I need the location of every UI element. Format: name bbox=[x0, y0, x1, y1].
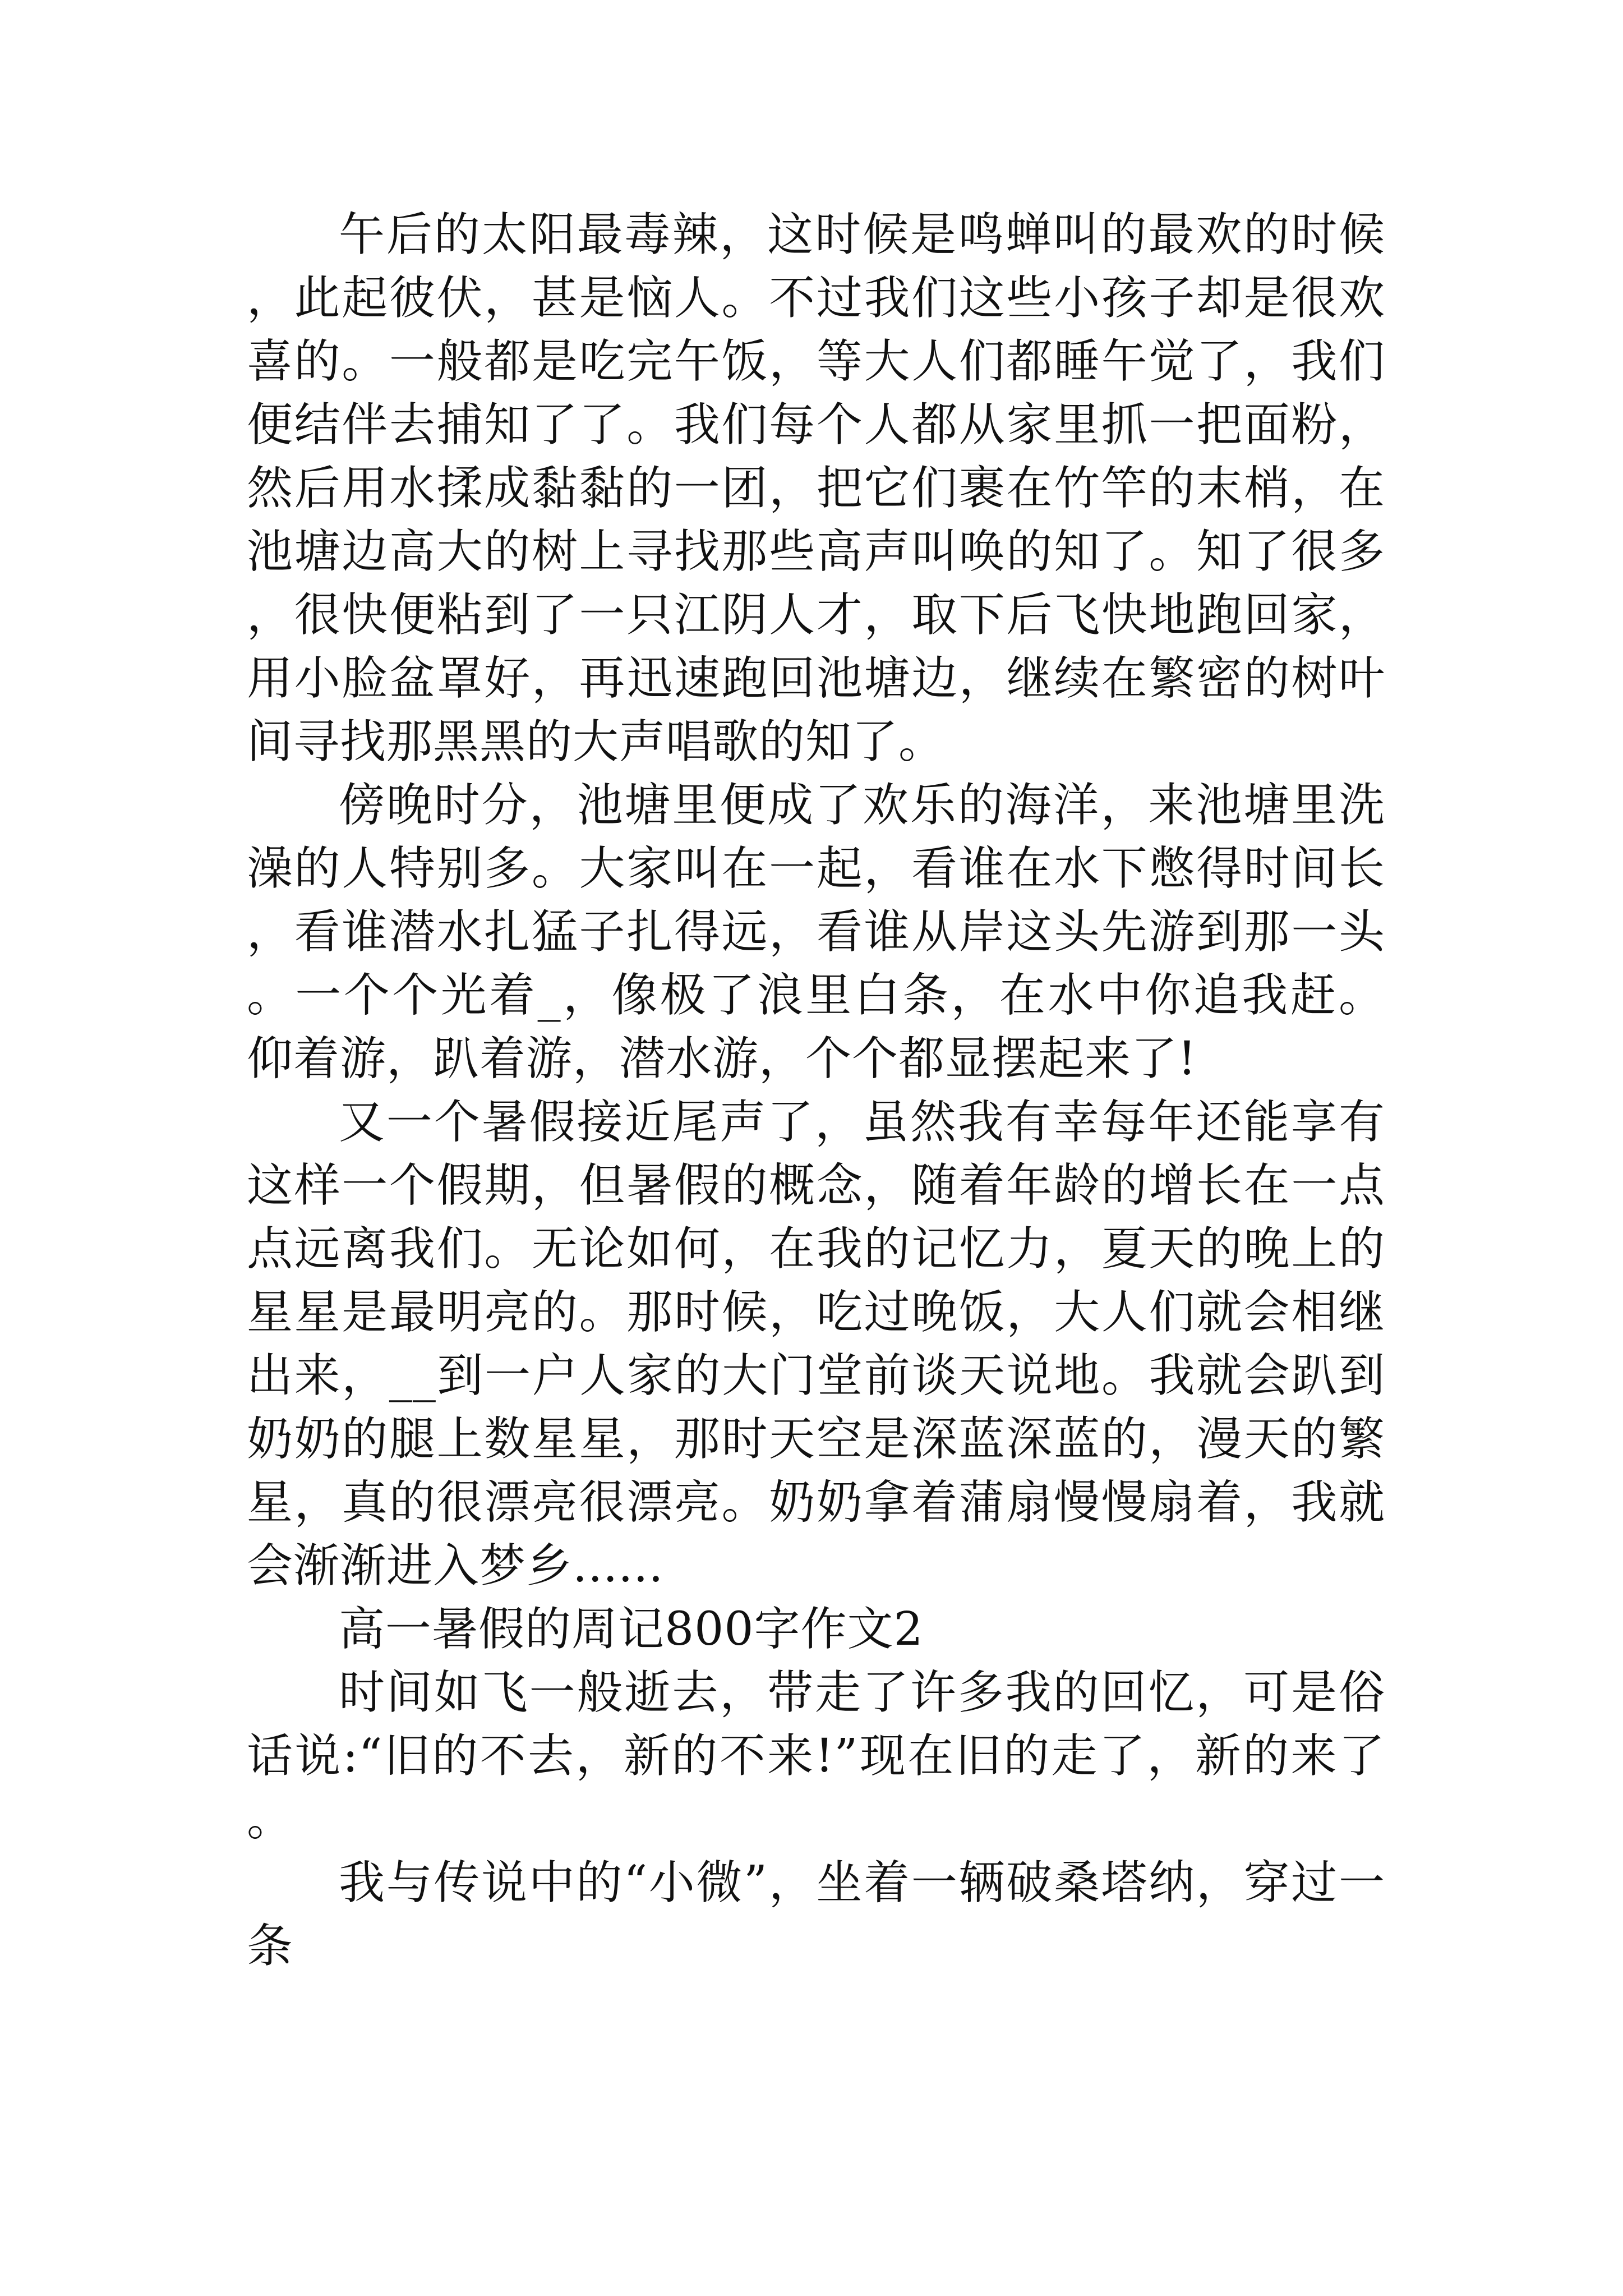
paragraph-pond: 傍晚时分，池塘里便成了欢乐的海洋，来池塘里洗澡的人特别多。大家叫在一起，看谁在水下憋得时间长，看谁潜水扎猛子扎得远，看谁从岸这头先游到那一头。一个个光着_，像极了浪里白条，在水中你追我赶。仰着游，趴着游，潜水游，个个都显摆起来了! bbox=[247, 779, 1385, 1085]
paragraph-time: 时间如飞一般逝去，带走了许多我的回忆，可是俗话说:“旧的不去，新的不来!”现在旧的走了，新的来了。 bbox=[247, 1666, 1385, 1846]
paragraph-stars: 又一个暑假接近尾声了，虽然我有幸每年还能享有这样一个假期，但暑假的概念，随着年龄的增长在一点点远离我们。无论如何，在我的记忆力，夏天的晚上的星星是最明亮的。那时候，吃过晚饭，大人们就会相继出来，__到一户人家的大门堂前谈天说地。我就会趴到奶奶的腿上数星星，那时天空是深蓝深蓝的，漫天的繁星，真的很漂亮很漂亮。奶奶拿着蒲扇慢慢扇着，我就会渐渐进入梦乡...... bbox=[247, 1096, 1385, 1593]
essay-title: 高一暑假的周记800字作文2 bbox=[339, 1603, 924, 1656]
paragraph-cicada: 午后的太阳最毒辣，这时候是鸣蝉叫的最欢的时候，此起彼伏，甚是恼人。不过我们这些小孩子却是很欢喜的。一般都是吃完午饭，等大人们都睡午觉了，我们便结伴去捕知了了。我们每个人都从家里抓一把面粉，然后用水揉成黏黏的一团，把它们裹在竹竿的末梢，在池塘边高大的树上寻找那些高声叫唤的知了。知了很多，很快便粘到了一只江阴人才，取下后飞快地跑回家，用小脸盆罩好，再迅速跑回池塘边，继续在繁密的树叶间寻找那黑黑的大声唱歌的知了。 bbox=[247, 208, 1385, 769]
document-body bbox=[247, 203, 1385, 1978]
paragraph-xiaowei: 我与传说中的“小微”，坐着一辆破桑塔纳，穿过一条 bbox=[247, 1856, 1385, 1973]
